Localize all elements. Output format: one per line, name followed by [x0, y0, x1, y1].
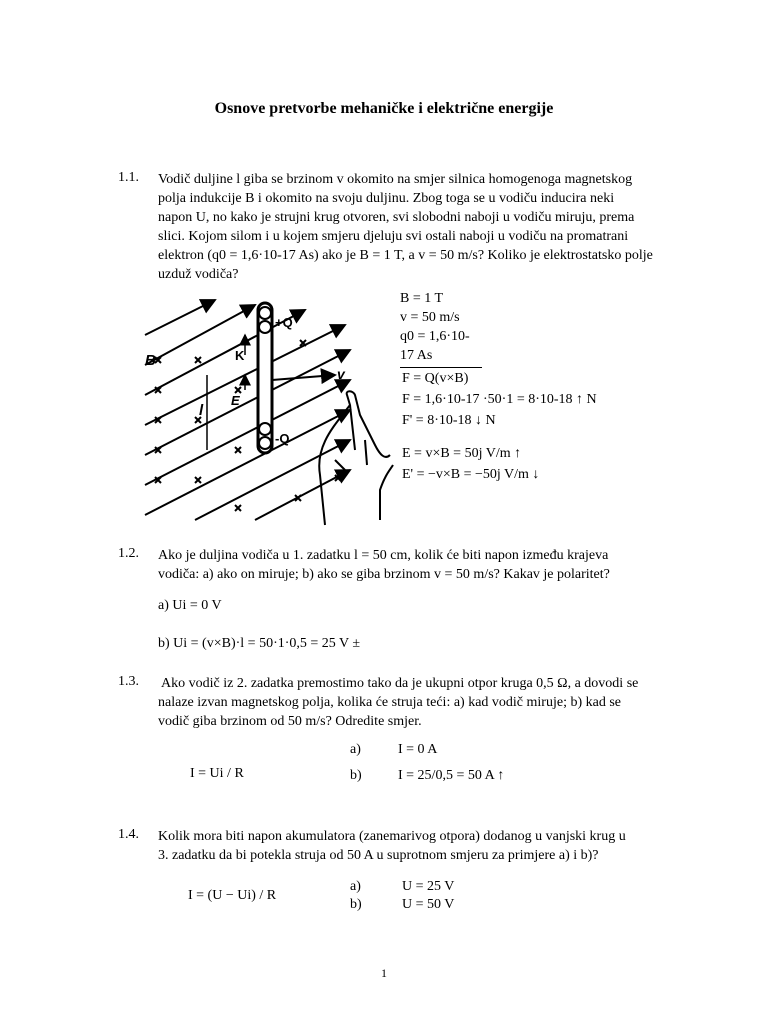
- page-number: 1: [381, 966, 387, 980]
- text-line: slici. Kojom silom i u kojem smjeru djeluju svi ostali naboji u vodiču na promatrani: [158, 229, 629, 244]
- label-v: v: [337, 366, 345, 382]
- given-v: v = 50 m/s: [400, 310, 460, 325]
- text-line: Ako vodič iz 2. zadatka premostimo tako da je ukupni otpor kruga 0,5 Ω, a dovodi se: [161, 676, 639, 691]
- text-line: polja indukcije B i okomito na svoju duljinu. Zbog toga se u vodiču inducira neki: [158, 191, 615, 206]
- label-l: l: [199, 402, 204, 419]
- eq-force-value: F = 1,6·10-17 ·50·1 = 8·10-18 ↑ N: [402, 392, 597, 407]
- label-plus-Q: +Q: [275, 315, 293, 330]
- text-line: Vodič duljine l giba se brzinom v okomito na smjer silnica homogenoga magnetskog: [158, 172, 633, 187]
- text-line: nalaze izvan magnetskog polja, kolika će struja teći: a) kad vodič miruje; b) kad se: [158, 695, 621, 710]
- field-lines: [145, 300, 350, 520]
- formula-current: I = Ui / R: [190, 766, 244, 781]
- text-line: Kolik mora biti napon akumulatora (zanemarivog otpora) dodanog u vanjski krug u: [158, 829, 626, 844]
- eq-force-vector: F = Q(v×B): [402, 371, 469, 386]
- label-E: E: [231, 393, 240, 408]
- given-q0: q0 = 1,6·10-17 As: [400, 327, 482, 368]
- label-b: b): [350, 768, 362, 783]
- problem-number: 1.4.: [118, 827, 139, 842]
- text-line: napon U, no kako je strujni krug otvoren, svi slobodni naboji u vodiču miruju, prema: [158, 210, 635, 225]
- formula-voltage: I = (U − Ui) / R: [188, 888, 277, 903]
- text-line: vodič giba brzinom od 50 m/s? Odredite smjer.: [158, 714, 422, 729]
- field-crosses: [155, 340, 341, 511]
- given-B: B = 1 T: [400, 291, 444, 306]
- text-line: vodiča: a) ako on miruje; b) ako se giba brzinom v = 50 m/s? Kakav je polaritet?: [158, 567, 610, 582]
- text-line: uzduž vodiča?: [158, 267, 239, 282]
- text-line: 3. zadatku da bi potekla struja od 50 A u suprotnom smjeru za primjere a) i b)?: [158, 848, 599, 863]
- answer-b: I = 25/0,5 = 50 A ↑: [398, 768, 505, 783]
- answer-a: a) Ui = 0 V: [158, 598, 222, 613]
- problem-number: 1.2.: [118, 546, 139, 561]
- text-line: elektron (q0 = 1,6·10-17 As) ako je B = 1 T, a v = 50 m/s? Koliko je elektrostatsko polje: [158, 248, 653, 263]
- answer-a: U = 25 V: [402, 879, 455, 894]
- eq-field-E-prime: E' = −v×B = −50j V/m ↓: [402, 467, 540, 482]
- given-values: [400, 289, 482, 368]
- answer-a: I = 0 A: [398, 742, 438, 757]
- label-B: B: [145, 352, 156, 369]
- eq-force-prime: F' = 8·10-18 ↓ N: [402, 413, 496, 428]
- label-a: a): [350, 742, 361, 757]
- label-minus-Q: -Q: [275, 431, 290, 446]
- answer-b: U = 50 V: [402, 897, 455, 912]
- eq-field-E: E = v×B = 50j V/m ↑: [402, 446, 522, 461]
- page-title: Osnove pretvorbe mehaničke i električne energije: [214, 100, 554, 117]
- answer-b: b) Ui = (v×B)·l = 50·1·0,5 = 25 V ±: [158, 636, 361, 651]
- label-K: K: [235, 348, 245, 363]
- label-b: b): [350, 897, 362, 912]
- problem-number: 1.3.: [118, 674, 139, 689]
- text-line: Ako je duljina vodiča u 1. zadatku l = 50 cm, kolik će biti napon između krajeva: [158, 548, 609, 563]
- force-equations: [402, 368, 597, 485]
- right-hand-rule-hand: [319, 391, 393, 525]
- label-a: a): [350, 879, 361, 894]
- problem-number: 1.1.: [118, 170, 139, 185]
- conductor-field-figure: [135, 295, 395, 530]
